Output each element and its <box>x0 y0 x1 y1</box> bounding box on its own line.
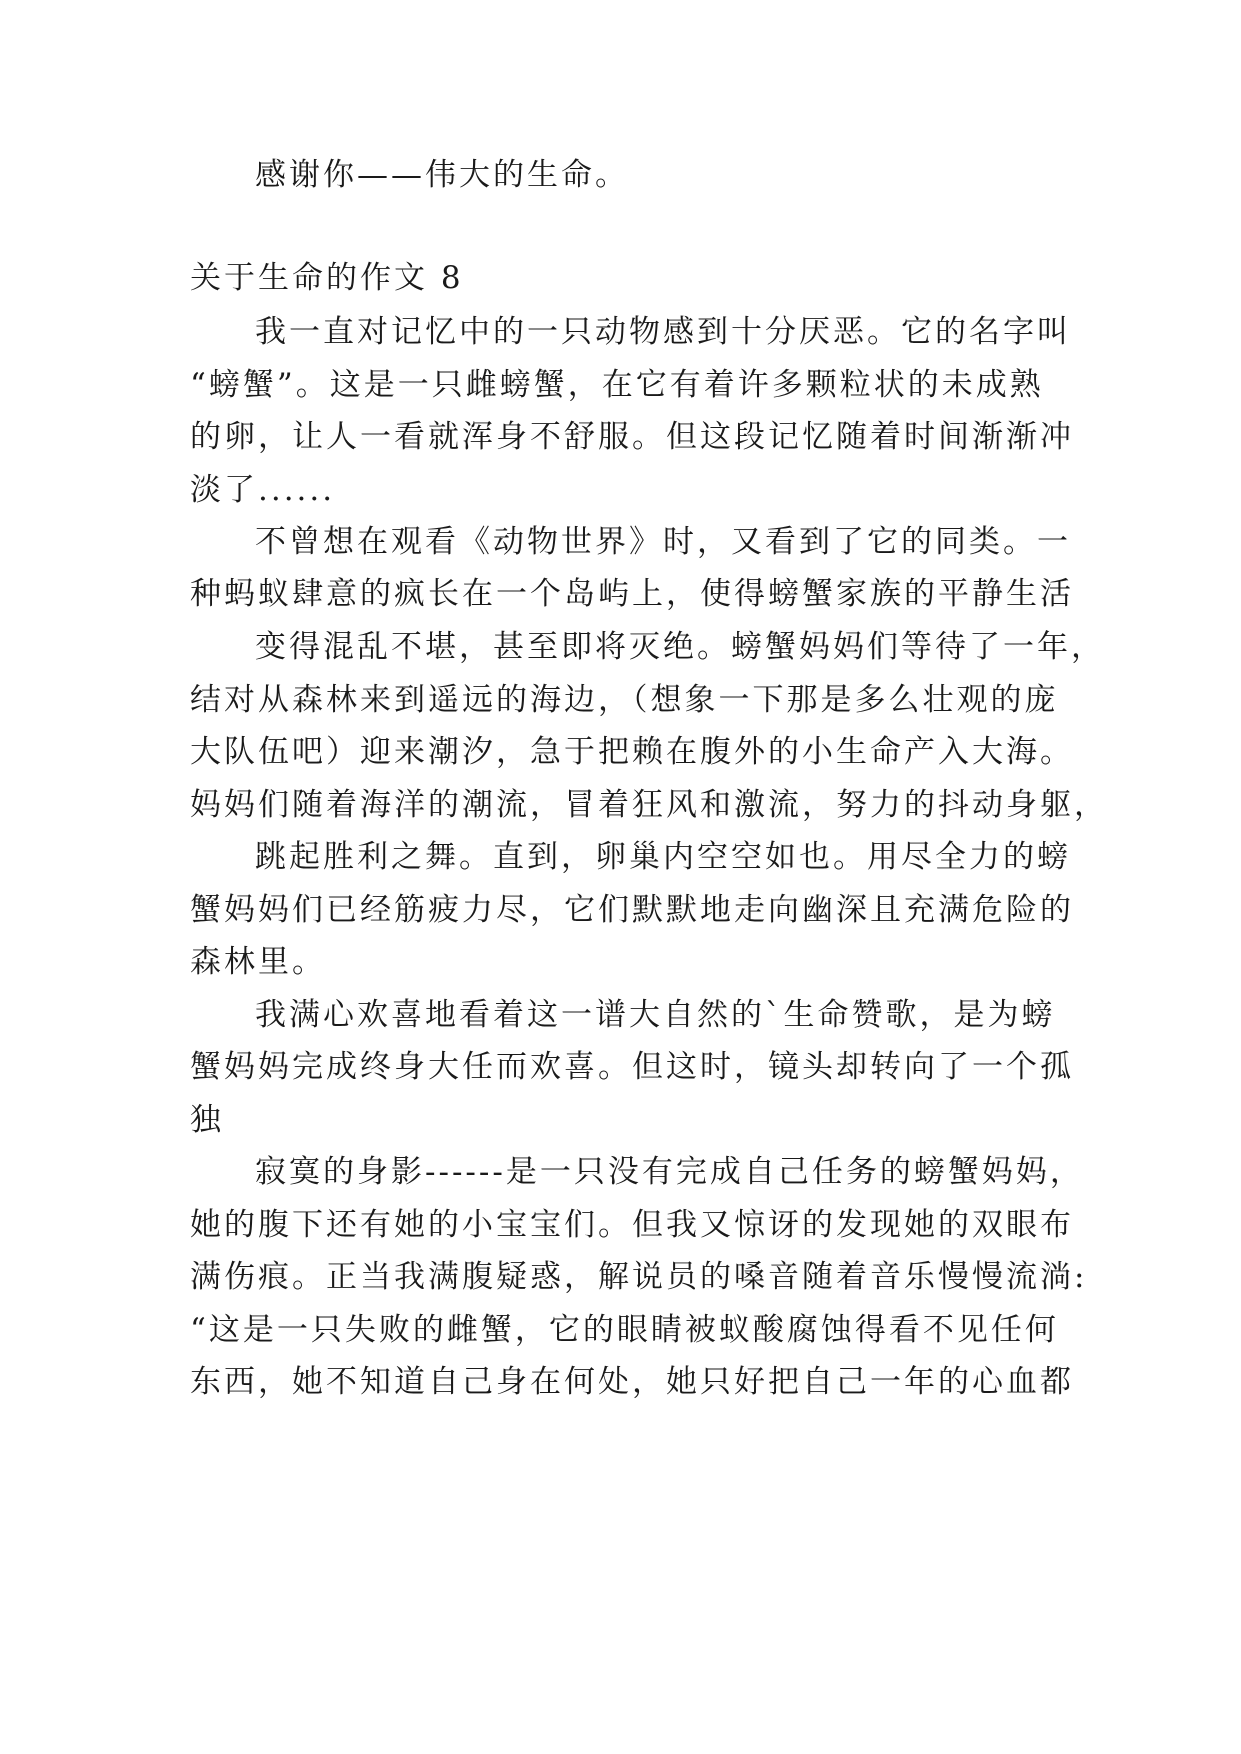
paragraph-4-line-1: 跳起胜利之舞。直到，卵巢内空空如也。用尽全力的螃 <box>255 839 1071 875</box>
paragraph-1-line-3: 的卵，让人一看就浑身不舒服。但这段记忆随着时间渐渐冲 <box>190 419 1074 455</box>
paragraph-2-line-1: 不曾想在观看《动物世界》时，又看到了它的同类。一 <box>255 524 1071 560</box>
paragraph-2-line-2: 种蚂蚁肆意的疯长在一个岛屿上，使得螃蟹家族的平静生活 <box>190 576 1074 612</box>
paragraph-6-line-5: 东西，她不知道自己身在何处，她只好把自己一年的心血都 <box>190 1364 1074 1400</box>
closing-line: 感谢你——伟大的生命。 <box>255 157 629 193</box>
paragraph-3-line-3: 大队伍吧）迎来潮汐，急于把赖在腹外的小生命产入大海。 <box>190 734 1074 770</box>
paragraph-6-line-3: 满伤痕。正当我满腹疑惑，解说员的嗓音随着音乐慢慢流淌: <box>190 1259 1088 1295</box>
paragraph-6-line-1: 寂寞的身影------是一只没有完成自己任务的螃蟹妈妈， <box>255 1154 1084 1190</box>
paragraph-3-line-4: 妈妈们随着海洋的潮流，冒着狂风和激流，努力的抖动身躯， <box>190 787 1108 823</box>
paragraph-6-line-2: 她的腹下还有她的小宝宝们。但我又惊讶的发现她的双眼布 <box>190 1207 1074 1243</box>
paragraph-5-line-2: 蟹妈妈完成终身大任而欢喜。但这时，镜头却转向了一个孤 <box>190 1049 1074 1085</box>
paragraph-1-line-1: 我一直对记忆中的一只动物感到十分厌恶。它的名字叫 <box>255 314 1071 350</box>
essay-title: 关于生命的作文 8 <box>190 260 464 296</box>
paragraph-3-line-1: 变得混乱不堪，甚至即将灭绝。螃蟹妈妈们等待了一年， <box>255 629 1105 665</box>
paragraph-4-line-2: 蟹妈妈们已经筋疲力尽，它们默默地走向幽深且充满危险的 <box>190 892 1074 928</box>
paragraph-1-line-2: “螃蟹”。这是一只雌螃蟹，在它有着许多颗粒状的未成熟 <box>190 367 1044 403</box>
paragraph-6-line-4: “这是一只失败的雌蟹，它的眼睛被蚁酸腐蚀得看不见任何 <box>190 1312 1059 1348</box>
paragraph-3-line-2: 结对从森林来到遥远的海边，（想象一下那是多么壮观的庞 <box>190 682 1059 718</box>
paragraph-5-line-1: 我满心欢喜地看着这一谱大自然的`生命赞歌，是为螃 <box>255 997 1056 1033</box>
paragraph-1-line-4: 淡了...... <box>190 472 336 508</box>
paragraph-5-line-3: 独 <box>190 1102 224 1138</box>
paragraph-4-line-3: 森林里。 <box>190 944 326 980</box>
